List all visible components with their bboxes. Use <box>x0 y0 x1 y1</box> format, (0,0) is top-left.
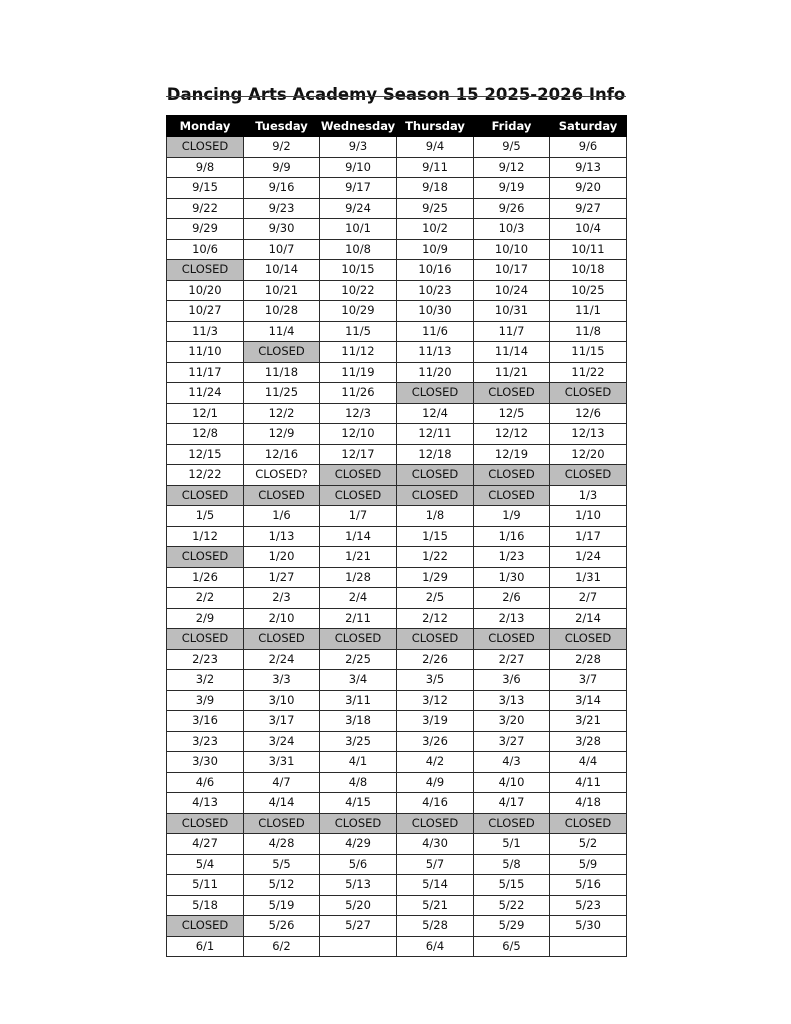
table-row <box>167 895 627 916</box>
date-cell-monday: 5/11 <box>167 875 244 896</box>
date-cell-thursday: 12/4 <box>397 403 474 424</box>
date-cell-monday: 5/4 <box>167 854 244 875</box>
date-cell-monday: CLOSED <box>167 916 244 937</box>
date-cell-thursday: CLOSED <box>397 485 474 506</box>
date-cell-thursday: 9/4 <box>397 137 474 158</box>
date-cell-tuesday: 5/19 <box>244 895 320 916</box>
date-cell-monday: 1/5 <box>167 506 244 527</box>
schedule-header <box>167 116 627 137</box>
column-header-wednesday: Wednesday <box>320 116 397 137</box>
date-cell-tuesday: 5/12 <box>244 875 320 896</box>
date-cell-monday: 1/26 <box>167 567 244 588</box>
date-cell-thursday: 2/5 <box>397 588 474 609</box>
date-cell-thursday: 11/13 <box>397 342 474 363</box>
table-row <box>167 321 627 342</box>
date-cell-monday: CLOSED <box>167 137 244 158</box>
date-cell-thursday: 10/23 <box>397 280 474 301</box>
date-cell-wednesday: CLOSED <box>320 629 397 650</box>
date-cell-wednesday: 2/4 <box>320 588 397 609</box>
date-cell-thursday: 9/18 <box>397 178 474 199</box>
date-cell-thursday: 3/19 <box>397 711 474 732</box>
date-cell-wednesday: 3/25 <box>320 731 397 752</box>
date-cell-monday: 9/29 <box>167 219 244 240</box>
date-cell-friday: 1/9 <box>474 506 550 527</box>
column-header-monday: Monday <box>167 116 244 137</box>
date-cell-tuesday: 11/18 <box>244 362 320 383</box>
date-cell-friday: 2/13 <box>474 608 550 629</box>
date-cell-tuesday: 12/2 <box>244 403 320 424</box>
date-cell-saturday: 11/15 <box>550 342 627 363</box>
date-cell-saturday: 9/27 <box>550 198 627 219</box>
date-cell-friday: 10/3 <box>474 219 550 240</box>
date-cell-monday: 3/2 <box>167 670 244 691</box>
date-cell-friday: 1/23 <box>474 547 550 568</box>
date-cell-thursday: 5/14 <box>397 875 474 896</box>
date-cell-wednesday: 1/7 <box>320 506 397 527</box>
table-row <box>167 526 627 547</box>
date-cell-thursday: 9/11 <box>397 157 474 178</box>
date-cell-tuesday: 9/30 <box>244 219 320 240</box>
date-cell-saturday: 11/8 <box>550 321 627 342</box>
table-row <box>167 301 627 322</box>
date-cell-friday: 10/31 <box>474 301 550 322</box>
table-row <box>167 280 627 301</box>
date-cell-monday: 2/9 <box>167 608 244 629</box>
date-cell-saturday: 12/6 <box>550 403 627 424</box>
date-cell-monday: 9/22 <box>167 198 244 219</box>
date-cell-monday: 2/2 <box>167 588 244 609</box>
table-row <box>167 690 627 711</box>
date-cell-saturday: 4/11 <box>550 772 627 793</box>
date-cell-tuesday: CLOSED? <box>244 465 320 486</box>
date-cell-thursday: 2/26 <box>397 649 474 670</box>
date-cell-wednesday: CLOSED <box>320 485 397 506</box>
date-cell-saturday: 9/6 <box>550 137 627 158</box>
date-cell-friday: 3/20 <box>474 711 550 732</box>
date-cell-monday: 4/27 <box>167 834 244 855</box>
date-cell-monday: CLOSED <box>167 813 244 834</box>
date-cell-tuesday: 9/23 <box>244 198 320 219</box>
date-cell-tuesday: 12/9 <box>244 424 320 445</box>
date-cell-monday: 12/8 <box>167 424 244 445</box>
date-cell-tuesday: 6/2 <box>244 936 320 957</box>
date-cell-tuesday: 4/7 <box>244 772 320 793</box>
date-cell-tuesday: 5/26 <box>244 916 320 937</box>
column-header-tuesday: Tuesday <box>244 116 320 137</box>
date-cell-monday: 11/10 <box>167 342 244 363</box>
date-cell-friday: 3/6 <box>474 670 550 691</box>
date-cell-tuesday: CLOSED <box>244 813 320 834</box>
date-cell-tuesday: CLOSED <box>244 485 320 506</box>
date-cell-tuesday: 10/21 <box>244 280 320 301</box>
date-cell-friday: 2/27 <box>474 649 550 670</box>
date-cell-friday: 1/16 <box>474 526 550 547</box>
date-cell-thursday: 2/12 <box>397 608 474 629</box>
table-row <box>167 219 627 240</box>
date-cell-thursday: 3/5 <box>397 670 474 691</box>
date-cell-monday: 6/1 <box>167 936 244 957</box>
date-cell-tuesday: 10/7 <box>244 239 320 260</box>
date-cell-thursday: 5/7 <box>397 854 474 875</box>
date-cell-saturday: 3/21 <box>550 711 627 732</box>
date-cell-thursday: 1/29 <box>397 567 474 588</box>
date-cell-saturday: 5/23 <box>550 895 627 916</box>
date-cell-wednesday: 5/20 <box>320 895 397 916</box>
date-cell-saturday: 9/20 <box>550 178 627 199</box>
date-cell-wednesday: 5/13 <box>320 875 397 896</box>
date-cell-monday: 2/23 <box>167 649 244 670</box>
date-cell-thursday: 4/30 <box>397 834 474 855</box>
date-cell-wednesday: 3/4 <box>320 670 397 691</box>
date-cell-thursday: 10/30 <box>397 301 474 322</box>
date-cell-wednesday: 1/21 <box>320 547 397 568</box>
date-cell-tuesday: 2/24 <box>244 649 320 670</box>
date-cell-friday: 5/22 <box>474 895 550 916</box>
date-cell-thursday: 11/6 <box>397 321 474 342</box>
date-cell-saturday: 1/17 <box>550 526 627 547</box>
table-row <box>167 793 627 814</box>
date-cell-wednesday: 1/28 <box>320 567 397 588</box>
date-cell-tuesday: 1/20 <box>244 547 320 568</box>
date-cell-tuesday: 10/28 <box>244 301 320 322</box>
date-cell-tuesday: 10/14 <box>244 260 320 281</box>
table-row <box>167 424 627 445</box>
table-row <box>167 137 627 158</box>
table-row <box>167 403 627 424</box>
date-cell-thursday: 10/9 <box>397 239 474 260</box>
date-cell-monday: 3/9 <box>167 690 244 711</box>
date-cell-friday: 9/5 <box>474 137 550 158</box>
date-cell-friday: CLOSED <box>474 383 550 404</box>
date-cell-monday: 1/12 <box>167 526 244 547</box>
date-cell-monday: 10/6 <box>167 239 244 260</box>
date-cell-thursday: 1/22 <box>397 547 474 568</box>
date-cell-thursday: 4/9 <box>397 772 474 793</box>
date-cell-monday: 10/20 <box>167 280 244 301</box>
date-cell-wednesday: 11/19 <box>320 362 397 383</box>
date-cell-friday: 11/7 <box>474 321 550 342</box>
date-cell-friday: 4/10 <box>474 772 550 793</box>
date-cell-wednesday: 12/3 <box>320 403 397 424</box>
date-cell-wednesday: 12/10 <box>320 424 397 445</box>
date-cell-thursday: 10/2 <box>397 219 474 240</box>
date-cell-friday: 9/19 <box>474 178 550 199</box>
date-cell-saturday: 3/14 <box>550 690 627 711</box>
date-cell-wednesday: 3/11 <box>320 690 397 711</box>
table-row <box>167 547 627 568</box>
date-cell-thursday: 11/20 <box>397 362 474 383</box>
date-cell-saturday: CLOSED <box>550 465 627 486</box>
date-cell-friday: 4/3 <box>474 752 550 773</box>
date-cell-saturday: 5/30 <box>550 916 627 937</box>
date-cell-tuesday: 3/31 <box>244 752 320 773</box>
page-title: Dancing Arts Academy Season 15 2025-2026 Info <box>166 85 626 105</box>
date-cell-saturday: CLOSED <box>550 383 627 404</box>
date-cell-tuesday: 4/28 <box>244 834 320 855</box>
title-underline <box>166 96 626 97</box>
date-cell-tuesday: CLOSED <box>244 342 320 363</box>
date-cell-thursday: 3/26 <box>397 731 474 752</box>
table-row <box>167 936 627 957</box>
table-row <box>167 157 627 178</box>
table-row <box>167 875 627 896</box>
date-cell-tuesday: 11/25 <box>244 383 320 404</box>
date-cell-wednesday: 1/14 <box>320 526 397 547</box>
date-cell-friday: CLOSED <box>474 485 550 506</box>
table-row <box>167 629 627 650</box>
date-cell-wednesday: 9/3 <box>320 137 397 158</box>
date-cell-saturday: 4/4 <box>550 752 627 773</box>
date-cell-friday: 6/5 <box>474 936 550 957</box>
date-cell-friday: 10/10 <box>474 239 550 260</box>
date-cell-saturday: 1/3 <box>550 485 627 506</box>
date-cell-monday: 3/30 <box>167 752 244 773</box>
date-cell-friday: CLOSED <box>474 813 550 834</box>
date-cell-wednesday: CLOSED <box>320 813 397 834</box>
date-cell-friday: 3/13 <box>474 690 550 711</box>
date-cell-saturday: 10/11 <box>550 239 627 260</box>
header-row <box>167 116 627 137</box>
date-cell-friday: 5/8 <box>474 854 550 875</box>
date-cell-tuesday: 5/5 <box>244 854 320 875</box>
date-cell-monday: 10/27 <box>167 301 244 322</box>
date-cell-monday: 9/15 <box>167 178 244 199</box>
date-cell-saturday: 11/1 <box>550 301 627 322</box>
table-row <box>167 342 627 363</box>
date-cell-thursday: 12/11 <box>397 424 474 445</box>
date-cell-tuesday: 9/9 <box>244 157 320 178</box>
date-cell-monday: 4/6 <box>167 772 244 793</box>
date-cell-wednesday: CLOSED <box>320 465 397 486</box>
table-row <box>167 260 627 281</box>
date-cell-friday: 9/12 <box>474 157 550 178</box>
date-cell-saturday: 2/14 <box>550 608 627 629</box>
date-cell-saturday: 12/20 <box>550 444 627 465</box>
table-row <box>167 608 627 629</box>
date-cell-friday: 11/14 <box>474 342 550 363</box>
date-cell-monday: 3/23 <box>167 731 244 752</box>
date-cell-tuesday: 1/27 <box>244 567 320 588</box>
date-cell-saturday: 2/28 <box>550 649 627 670</box>
date-cell-saturday: 9/13 <box>550 157 627 178</box>
date-cell-friday: 11/21 <box>474 362 550 383</box>
table-row <box>167 854 627 875</box>
date-cell-saturday: 10/25 <box>550 280 627 301</box>
date-cell-thursday: 12/18 <box>397 444 474 465</box>
date-cell-wednesday: 5/6 <box>320 854 397 875</box>
schedule-body <box>167 137 627 957</box>
date-cell-friday: 12/12 <box>474 424 550 445</box>
date-cell-wednesday <box>320 936 397 957</box>
date-cell-monday: CLOSED <box>167 547 244 568</box>
date-cell-wednesday: 10/22 <box>320 280 397 301</box>
date-cell-saturday: 5/9 <box>550 854 627 875</box>
date-cell-thursday: 4/2 <box>397 752 474 773</box>
date-cell-wednesday: 2/11 <box>320 608 397 629</box>
date-cell-wednesday: 5/27 <box>320 916 397 937</box>
date-cell-friday: 9/26 <box>474 198 550 219</box>
date-cell-saturday <box>550 936 627 957</box>
date-cell-thursday: 5/28 <box>397 916 474 937</box>
date-cell-thursday: 3/12 <box>397 690 474 711</box>
date-cell-monday: 11/24 <box>167 383 244 404</box>
date-cell-tuesday: 2/10 <box>244 608 320 629</box>
date-cell-saturday: 5/2 <box>550 834 627 855</box>
column-header-saturday: Saturday <box>550 116 627 137</box>
date-cell-wednesday: 4/15 <box>320 793 397 814</box>
date-cell-wednesday: 4/29 <box>320 834 397 855</box>
date-cell-thursday: 1/15 <box>397 526 474 547</box>
date-cell-saturday: 3/28 <box>550 731 627 752</box>
date-cell-saturday: 4/18 <box>550 793 627 814</box>
date-cell-wednesday: 11/26 <box>320 383 397 404</box>
date-cell-friday: 5/15 <box>474 875 550 896</box>
date-cell-wednesday: 4/8 <box>320 772 397 793</box>
date-cell-friday: 4/17 <box>474 793 550 814</box>
date-cell-monday: CLOSED <box>167 629 244 650</box>
date-cell-friday: 10/17 <box>474 260 550 281</box>
date-cell-wednesday: 4/1 <box>320 752 397 773</box>
table-row <box>167 772 627 793</box>
date-cell-monday: 11/3 <box>167 321 244 342</box>
date-cell-friday: 10/24 <box>474 280 550 301</box>
table-row <box>167 588 627 609</box>
date-cell-monday: 12/15 <box>167 444 244 465</box>
table-row <box>167 752 627 773</box>
date-cell-saturday: CLOSED <box>550 629 627 650</box>
date-cell-saturday: 2/7 <box>550 588 627 609</box>
table-row <box>167 813 627 834</box>
table-row <box>167 485 627 506</box>
date-cell-wednesday: 11/5 <box>320 321 397 342</box>
date-cell-saturday: 1/10 <box>550 506 627 527</box>
date-cell-wednesday: 10/1 <box>320 219 397 240</box>
date-cell-tuesday: 1/6 <box>244 506 320 527</box>
date-cell-thursday: CLOSED <box>397 629 474 650</box>
date-cell-wednesday: 10/29 <box>320 301 397 322</box>
date-cell-monday: 5/18 <box>167 895 244 916</box>
date-cell-tuesday: 3/17 <box>244 711 320 732</box>
date-cell-friday: 12/5 <box>474 403 550 424</box>
date-cell-thursday: 4/16 <box>397 793 474 814</box>
table-row <box>167 670 627 691</box>
schedule-table <box>166 115 627 957</box>
date-cell-friday: 3/27 <box>474 731 550 752</box>
date-cell-tuesday: 9/16 <box>244 178 320 199</box>
date-cell-friday: 5/1 <box>474 834 550 855</box>
date-cell-tuesday: CLOSED <box>244 629 320 650</box>
date-cell-wednesday: 10/8 <box>320 239 397 260</box>
date-cell-tuesday: 12/16 <box>244 444 320 465</box>
date-cell-saturday: 1/24 <box>550 547 627 568</box>
table-row <box>167 178 627 199</box>
date-cell-tuesday: 1/13 <box>244 526 320 547</box>
date-cell-saturday: 10/4 <box>550 219 627 240</box>
date-cell-wednesday: 3/18 <box>320 711 397 732</box>
date-cell-saturday: 5/16 <box>550 875 627 896</box>
table-row <box>167 731 627 752</box>
date-cell-saturday: 12/13 <box>550 424 627 445</box>
date-cell-thursday: CLOSED <box>397 383 474 404</box>
table-row <box>167 198 627 219</box>
table-row <box>167 444 627 465</box>
date-cell-friday: CLOSED <box>474 465 550 486</box>
date-cell-monday: 12/22 <box>167 465 244 486</box>
date-cell-wednesday: 2/25 <box>320 649 397 670</box>
date-cell-tuesday: 11/4 <box>244 321 320 342</box>
column-header-friday: Friday <box>474 116 550 137</box>
date-cell-tuesday: 4/14 <box>244 793 320 814</box>
date-cell-monday: CLOSED <box>167 260 244 281</box>
table-row <box>167 362 627 383</box>
table-row <box>167 465 627 486</box>
date-cell-thursday: 9/25 <box>397 198 474 219</box>
date-cell-friday: 1/30 <box>474 567 550 588</box>
date-cell-saturday: 10/18 <box>550 260 627 281</box>
date-cell-wednesday: 11/12 <box>320 342 397 363</box>
date-cell-thursday: 10/16 <box>397 260 474 281</box>
date-cell-monday: 9/8 <box>167 157 244 178</box>
date-cell-wednesday: 9/24 <box>320 198 397 219</box>
table-row <box>167 567 627 588</box>
date-cell-tuesday: 9/2 <box>244 137 320 158</box>
date-cell-wednesday: 9/10 <box>320 157 397 178</box>
date-cell-saturday: CLOSED <box>550 813 627 834</box>
date-cell-wednesday: 12/17 <box>320 444 397 465</box>
table-row <box>167 649 627 670</box>
table-row <box>167 711 627 732</box>
table-row <box>167 239 627 260</box>
date-cell-friday: 12/19 <box>474 444 550 465</box>
table-row <box>167 506 627 527</box>
date-cell-monday: 4/13 <box>167 793 244 814</box>
date-cell-wednesday: 10/15 <box>320 260 397 281</box>
date-cell-saturday: 3/7 <box>550 670 627 691</box>
date-cell-monday: 12/1 <box>167 403 244 424</box>
table-row <box>167 916 627 937</box>
column-header-thursday: Thursday <box>397 116 474 137</box>
date-cell-monday: CLOSED <box>167 485 244 506</box>
date-cell-tuesday: 2/3 <box>244 588 320 609</box>
date-cell-thursday: 1/8 <box>397 506 474 527</box>
date-cell-thursday: CLOSED <box>397 465 474 486</box>
date-cell-monday: 3/16 <box>167 711 244 732</box>
date-cell-saturday: 1/31 <box>550 567 627 588</box>
date-cell-friday: 2/6 <box>474 588 550 609</box>
date-cell-friday: 5/29 <box>474 916 550 937</box>
date-cell-tuesday: 3/24 <box>244 731 320 752</box>
date-cell-friday: CLOSED <box>474 629 550 650</box>
date-cell-tuesday: 3/3 <box>244 670 320 691</box>
table-row <box>167 383 627 404</box>
table-row <box>167 834 627 855</box>
date-cell-thursday: CLOSED <box>397 813 474 834</box>
date-cell-thursday: 6/4 <box>397 936 474 957</box>
date-cell-monday: 11/17 <box>167 362 244 383</box>
date-cell-wednesday: 9/17 <box>320 178 397 199</box>
date-cell-saturday: 11/22 <box>550 362 627 383</box>
date-cell-tuesday: 3/10 <box>244 690 320 711</box>
date-cell-thursday: 5/21 <box>397 895 474 916</box>
